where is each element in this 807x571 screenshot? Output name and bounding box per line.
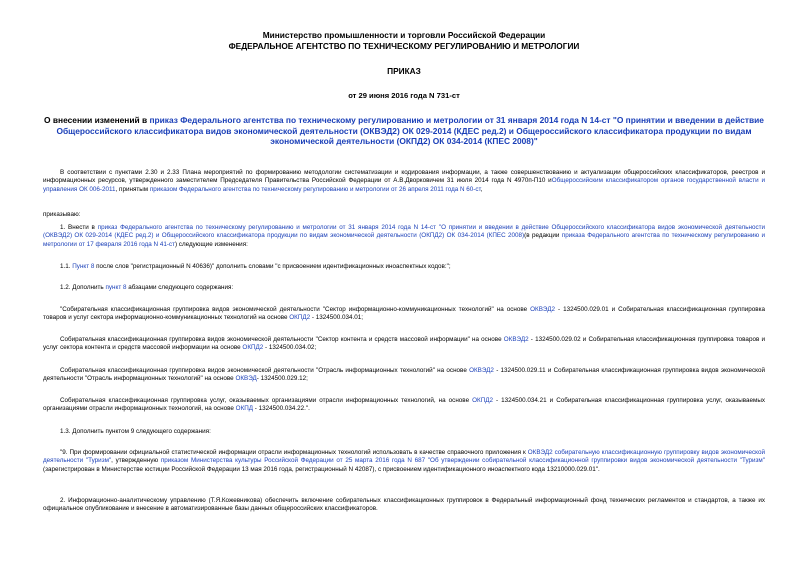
quote-paragraph-1: "Собирательная классификационная группировка видов экономической деятельности "Сектор информационно-коммуникационных технологий" на основе ОКВЭД2 - 1324500.029.01 и Собирательная классификационная группировка товаров и услуг сектора информационно-коммуникационных технологий на основе ОКПД2 - 1324500.034.01;: [43, 306, 765, 322]
paragraph-order: приказываю:: [43, 211, 81, 218]
okpd2-link[interactable]: ОКПД2: [242, 344, 264, 352]
document-title: О внесении изменений в приказ Федерального агентства по техническому регулированию и метрологии от 31 января 2014 года N 14-ст "О принятии и введении в действие Общероссийского классификатора видов экономической деятельности (ОКВЭД2) ОК 029-2014 (КДЕС ред.2) и Общероссийского классификатора продукции по видам экономической деятельности (ОКПД2) ОК 034-2014 (КПЕС 2008)": [44, 115, 764, 147]
quote-paragraph-3: Собирательная классификационная группировка видов экономической деятельности "Отрасль информационных технологий" на основе ОКВЭД2 - 1324500.029.11 и Собирательная классификационная группировка видов экономической деятельности "Отрасль информационных технологий" на основе ОКВЭД- 1324500.029.12;: [43, 367, 765, 383]
paragraph-item-1-3: 1.3. Дополнить пунктом 9 следующего содержания:: [60, 428, 211, 435]
order-41-link[interactable]: приказа Федерального агентства по техническому регулированию и метрологии от 17 февраля 2016 года N 41-ст: [43, 232, 765, 248]
order-14-link[interactable]: приказ Федерального агентства по техническому регулированию и метрологии от 31 января 2014 года N 14-ст "О принятии и введении в действие Общероссийского классификатора видов экономической деятельности (ОКВЭД2) ОК 029-2014 (КДЕС ред.2) и Общероссийского классификатора продукции по видам экономической деятельности (ОКПД2) ОК 034-2014 (КПЕС 2008): [43, 224, 766, 240]
paragraph-item-1: 1. Внести в приказ Федерального агентства по техническому регулированию и метрологии от 31 января 2014 года N 14-ст "О принятии и введении в действие Общероссийского классификатора видов экономической деятельности (ОКВЭД2) ОК 029-2014 (КДЕС ред.2) и Общероссийского классификатора продукции по видам экономической деятельности (ОКПД2) ОК 034-2014 (КПЕС 2008)(в редакции приказа Федерального агентства по техническому регулированию и метрологии от 17 февраля 2016 года N 41-ст) следующие изменения:: [43, 224, 766, 248]
okved2-link[interactable]: ОКВЭД2: [530, 306, 555, 313]
okved2-link[interactable]: ОКВЭД2: [503, 336, 529, 343]
paragraph-item-1-1: 1.1. Пункт 8 после слов "регистрационный N 40636)" дополнить словами "с присвоением идентификационных иноаспектных кодов:";: [60, 263, 451, 270]
title-link[interactable]: приказ Федерального агентства по техническому регулированию и метрологии от 31 января 2014 года N 14-ст "О принятии и введении в действие Общероссийского классификатора видов экономической деятельности (ОКВЭД2) ОК 029-2014 (КДЕС ред.2) и Общероссийского классификатора продукции по видам экономической деятельности (ОКПД2) ОК 034-2014 (КПЕС 2008)": [56, 115, 764, 147]
paragraph-item-1-2: 1.2. Дополнить пункт 8 абзацами следующего содержания:: [60, 284, 234, 291]
agency-name: ФЕДЕРАЛЬНОЕ АГЕНТСТВО ПО ТЕХНИЧЕСКОМУ РЕГУЛИРОВАНИЮ И МЕТРОЛОГИИ: [228, 41, 580, 51]
order-60-link[interactable]: приказом Федерального агентства по техническому регулированию и метрологии от 26 апреля 2011 года N 60-ст: [149, 185, 481, 193]
okved2-link[interactable]: ОКВЭД2: [469, 367, 494, 374]
quote-paragraph-2: Собирательная классификационная группировка видов экономической деятельности "Сектор контента и средств массовой информации" на основе ОКВЭД2 - 1324500.029.02 и Собирательная классификационная группировка товаров и услуг сектора контента и средств массовой информации на основе ОКПД2 - 1324500.034.02;: [43, 336, 765, 352]
okved-link[interactable]: ОКВЭД: [235, 375, 257, 383]
tourism-group-link[interactable]: ОКВЭД2 собирательную классификационную группировку видов экономической деятельности "Туризм": [43, 449, 765, 465]
paragraph-intro: В соответствии с пунктами 2.30 и 2.33 Плана мероприятий по формированию методологии систематизации и кодирования информации, а также совершенствованию и актуализации общероссийских классификаторов, реестров и информационных ресурсов, утвержденного заместителем Председателя Правительства Российской Федерации от А.В.Дворковичем 31 июля 2014 года N 4970п-П10 иОбщероссийским классификатором органов государственной власти и управления ОК 006-2011, принятым приказом Федерального агентства по техническому регулированию и метрологии от 26 апреля 2011 года N 60-ст,: [43, 169, 765, 193]
paragraph-item-2: 2. Информационно-аналитическому управлению (Т.Я.Кожевникова) обеспечить включение собирательных классификационных группировок в Федеральный информационный фонд технических регламентов и стандартов, а также их официальное опубликование и внесение в автоматизированные базы данных общероссийских классификаторов.: [43, 497, 765, 513]
quote-paragraph-4: Собирательная классификационная группировка услуг, оказываемых организациями отрасли информационных технологий, на основе ОКПД2 - 1324500.034.21 и Собирательная классификационная группировка услуг, оказываемых организациями отрасли информационных технологий, на основе ОКПД - 1324500.034.22.".: [43, 397, 765, 413]
ministry-name: Министерство промышленности и торговли Российской Федерации: [262, 30, 546, 40]
point-8-link[interactable]: Пункт 8: [72, 263, 95, 270]
point-8-link-2[interactable]: пункт 8: [105, 284, 127, 291]
okpd-link[interactable]: ОКПД: [235, 405, 254, 413]
classifier-link[interactable]: Общероссийским классификатором органов государственной власти и управления ОК 006-2011: [43, 177, 765, 193]
doc-type: ПРИКАЗ: [387, 66, 421, 76]
quote-paragraph-5: "9. При формировании официальной статистической информации отрасли информационных технологий использовать в качестве справочного приложения к ОКВЭД2 собирательную классификационную группировку видов экономической деятельности "Туризм", утвержденную приказом Министерства культуры Российской Федерации от 25 марта 2016 года N 687 "Об утверждении собирательной классификационной группировки видов экономической деятельности "Туризм" (зарегистрирован в Министерстве юстиции Российской Федерации 13 мая 2016 года, регистрационный N 42087), с присвоением идентификационного иноаспектного кода 13210000.029.01".: [43, 449, 765, 473]
order-687-link[interactable]: приказом Министерства культуры Российской Федерации от 25 марта 2016 года N 687 "Об утверждении собирательной классификационной группировки видов экономической деятельности "Туризм": [160, 457, 765, 465]
doc-date: от 29 июня 2016 года N 731-ст: [348, 91, 460, 100]
okpd2-link[interactable]: ОКПД2: [289, 314, 311, 322]
okpd2-link[interactable]: ОКПД2: [472, 397, 493, 404]
